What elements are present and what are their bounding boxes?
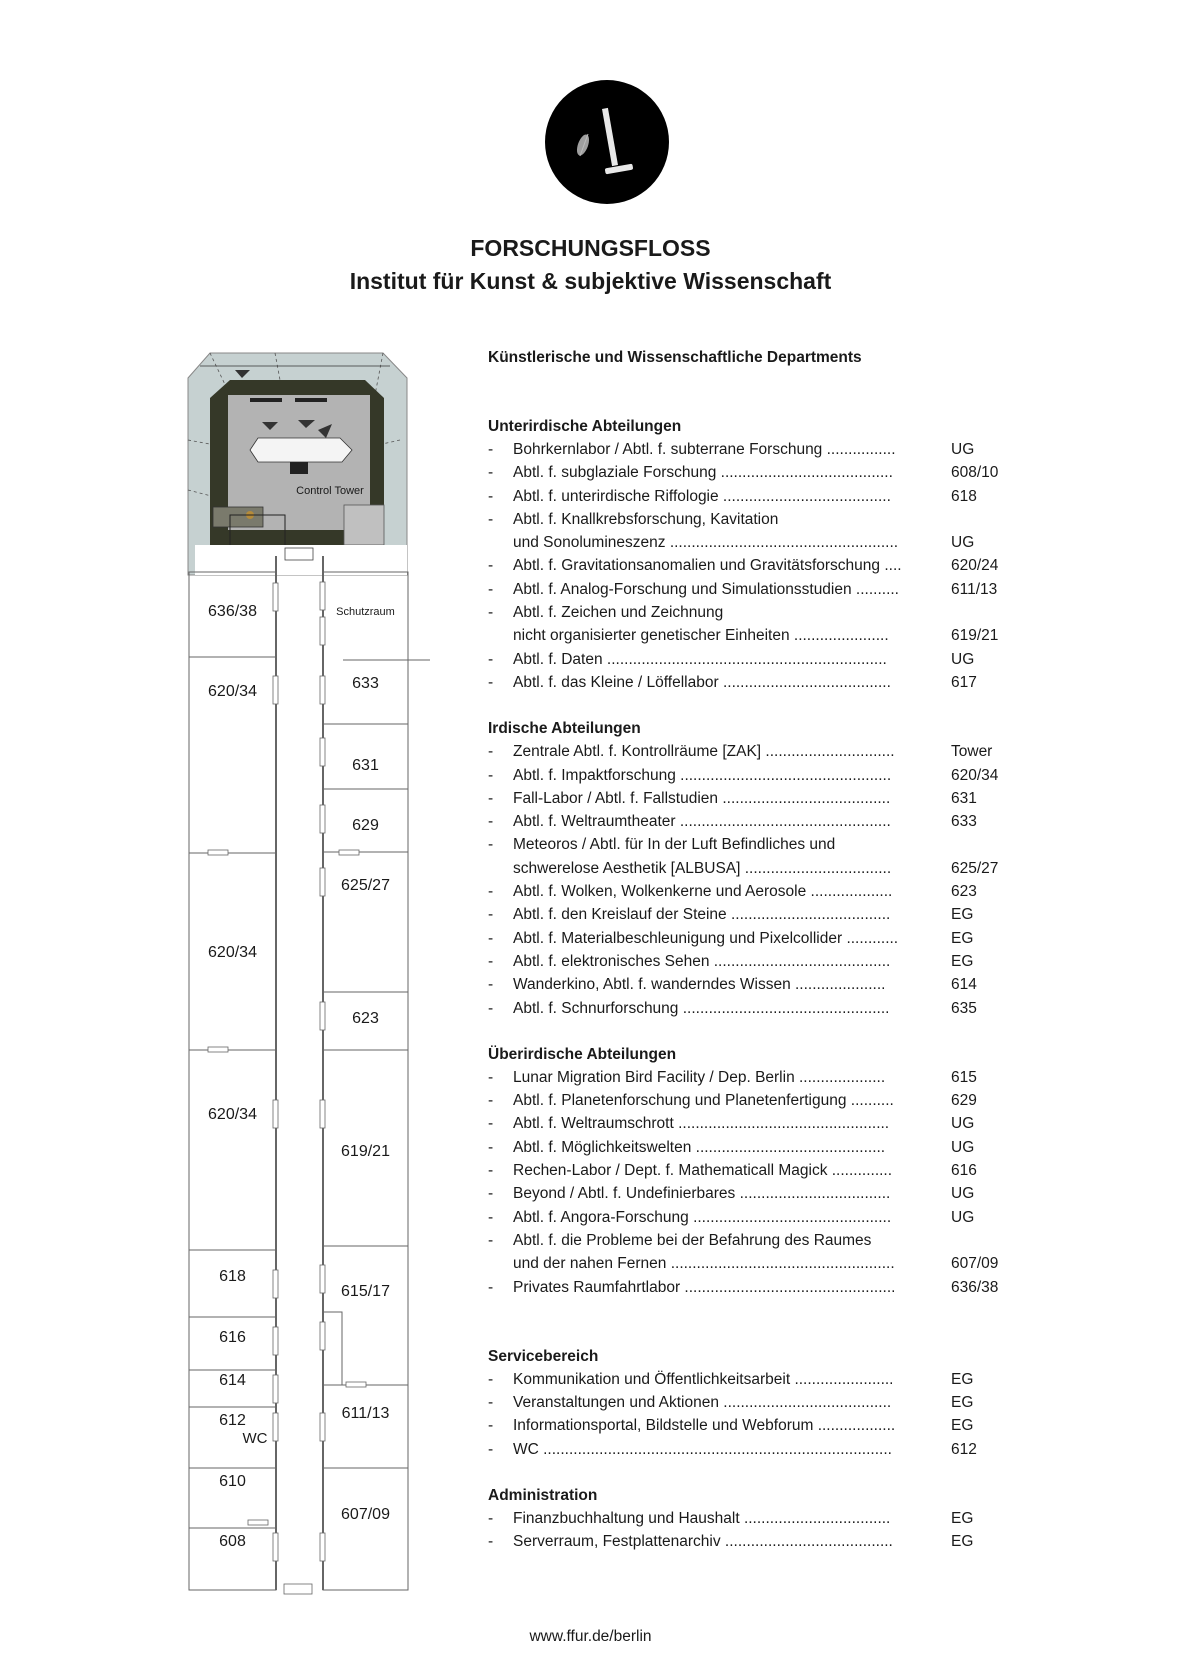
room-label: 631 xyxy=(352,757,379,774)
department-name: WC ................................................................................. xyxy=(513,1440,892,1458)
room-label: 608 xyxy=(219,1533,246,1550)
department-row xyxy=(488,648,1028,671)
bullet-dash xyxy=(488,1252,513,1275)
department-row xyxy=(488,1252,1028,1275)
department-name: Abtl. f. das Kleine / Löffellabor ....................................... xyxy=(513,673,891,691)
department-name: Abtl. f. unterirdische Riffologie ....................................... xyxy=(513,487,891,505)
department-row xyxy=(488,554,1028,577)
department-name: Abtl. f. Materialbeschleunigung und Pixelcollider ............ xyxy=(513,929,899,947)
department-row xyxy=(488,1438,1028,1461)
department-row xyxy=(488,1206,1028,1229)
department-room: 625/27 xyxy=(951,859,999,877)
department-name: Abtl. f. Weltraumschrott ................................................. xyxy=(513,1115,890,1133)
department-name: Bohrkernlabor / Abtl. f. subterrane Forschung ................ xyxy=(513,441,896,458)
department-room: EG xyxy=(951,929,974,947)
department-name: Finanzbuchhaltung und Haushalt .................................. xyxy=(513,1509,891,1527)
page-subtitle: Institut für Kunst & subjektive Wissenschaft xyxy=(349,268,832,294)
bullet-dash: - xyxy=(488,766,494,784)
department-row xyxy=(488,1112,1028,1135)
department-name: Informationsportal, Bildstelle und Webforum .................. xyxy=(513,1417,896,1435)
department-row xyxy=(488,508,1028,531)
room-label: 618 xyxy=(219,1268,246,1285)
bullet-dash xyxy=(488,857,513,880)
room-label: 610 xyxy=(219,1473,246,1490)
department-name: Rechen-Labor / Dept. f. Mathematicall Magick .............. xyxy=(513,1162,893,1180)
bullet-dash: - xyxy=(488,883,494,901)
bullet-dash: - xyxy=(488,1533,494,1551)
department-name: Abtl. f. Impaktforschung ................................................. xyxy=(513,766,892,784)
department-row xyxy=(488,1276,1028,1299)
bullet-dash: - xyxy=(488,1231,494,1249)
room-label: 615/17 xyxy=(341,1283,390,1300)
department-row xyxy=(488,1182,1028,1205)
department-room: 611/13 xyxy=(951,580,998,598)
department-name: Privates Raumfahrtlabor ................................................. xyxy=(513,1278,896,1296)
department-room: 615 xyxy=(951,1068,977,1086)
room-label-schutzraum: Schutzraum xyxy=(336,606,395,618)
bullet-dash: - xyxy=(488,976,494,994)
department-name: Wanderkino, Abtl. f. wanderndes Wissen ..................... xyxy=(513,976,886,994)
department-name: Abtl. f. Schnurforschung ................................................ xyxy=(513,999,890,1017)
department-row xyxy=(488,833,1028,856)
department-name: Fall-Labor / Abtl. f. Fallstudien ....................................... xyxy=(513,789,891,807)
department-name: Abtl. f. Analog-Forschung und Simulationsstudien .......... xyxy=(513,580,899,598)
bullet-dash xyxy=(488,624,513,647)
bullet-dash: - xyxy=(488,464,494,482)
department-room: UG xyxy=(951,1208,975,1226)
bullet-dash: - xyxy=(488,557,494,575)
department-room: EG xyxy=(951,1370,974,1388)
department-row xyxy=(488,927,1028,950)
department-row xyxy=(488,438,1028,461)
bullet-dash: - xyxy=(488,1440,494,1458)
department-room: 616 xyxy=(951,1162,977,1180)
bullet-dash: - xyxy=(488,1278,494,1296)
department-room: 635 xyxy=(951,999,977,1017)
department-row xyxy=(488,787,1028,810)
department-row xyxy=(488,903,1028,926)
room-label: 619/21 xyxy=(341,1143,390,1160)
department-room: 620/34 xyxy=(951,766,999,784)
department-name: Abtl. f. Gravitationsanomalien und Gravitätsforschung .... xyxy=(513,557,902,575)
room-label: 633 xyxy=(352,675,379,692)
logo-feather-hammer-icon xyxy=(545,80,669,204)
bullet-dash: - xyxy=(488,1185,494,1203)
department-name: Abtl. f. Daten ................................................................. xyxy=(513,650,887,668)
department-row xyxy=(488,1066,1028,1089)
department-room: EG xyxy=(951,952,974,970)
page-title: FORSCHUNGSFLOSS xyxy=(470,235,711,261)
department-row xyxy=(488,1530,1028,1553)
department-name: Serverraum, Festplattenarchiv ....................................... xyxy=(513,1533,893,1551)
room-label: 620/34 xyxy=(208,683,257,700)
department-room: UG xyxy=(951,1185,975,1203)
room-label-control-tower: Control Tower xyxy=(296,485,364,497)
bullet-dash: - xyxy=(488,580,494,598)
section-spacer xyxy=(488,1020,1028,1043)
department-room: 620/24 xyxy=(951,557,999,575)
department-room: 619/21 xyxy=(951,627,999,645)
department-room: 631 xyxy=(951,789,977,807)
room-label: 620/34 xyxy=(208,944,257,961)
department-row xyxy=(488,1229,1028,1252)
department-name: Abtl. f. elektronisches Sehen ......................................... xyxy=(513,952,891,970)
department-name: Abtl. f. Weltraumtheater ................................................. xyxy=(513,813,891,831)
bullet-dash: - xyxy=(488,789,494,807)
bullet-dash: - xyxy=(488,743,494,761)
section-heading: Administration xyxy=(488,1486,598,1504)
room-label: 636/38 xyxy=(208,603,257,620)
department-room: EG xyxy=(951,906,974,924)
bullet-dash: - xyxy=(488,952,494,970)
directory-heading: Künstlerische und Wissenschaftliche Departments xyxy=(488,349,862,366)
bullet-dash: - xyxy=(488,604,494,622)
bullet-dash xyxy=(488,531,513,554)
room-label: 629 xyxy=(352,817,379,834)
bullet-dash: - xyxy=(488,673,494,691)
bullet-dash: - xyxy=(488,487,494,505)
department-name: Abtl. f. den Kreislauf der Steine ..................................... xyxy=(513,906,891,924)
department-room: EG xyxy=(951,1417,974,1435)
department-room: UG xyxy=(951,650,975,668)
department-name: Abtl. f. Möglichkeitswelten ............................................ xyxy=(513,1138,886,1156)
bullet-dash: - xyxy=(488,813,494,831)
bullet-dash: - xyxy=(488,1115,494,1133)
department-row xyxy=(488,1507,1028,1530)
department-room: Tower xyxy=(951,743,993,761)
bullet-dash: - xyxy=(488,650,494,668)
bullet-dash: - xyxy=(488,1208,494,1226)
department-row xyxy=(488,997,1028,1020)
department-row xyxy=(488,1414,1028,1437)
bullet-dash: - xyxy=(488,1394,494,1412)
department-name: Abtl. f. Planetenforschung und Planetenfertigung .......... xyxy=(513,1092,894,1110)
department-row xyxy=(488,1368,1028,1391)
bullet-dash: - xyxy=(488,999,494,1017)
department-room: 629 xyxy=(951,1092,977,1110)
department-room: 623 xyxy=(951,883,977,901)
department-name: Kommunikation und Öffentlichkeitsarbeit ....................... xyxy=(513,1370,894,1388)
bullet-dash: - xyxy=(488,1509,494,1527)
department-name: Beyond / Abtl. f. Undefinierbares ................................... xyxy=(513,1185,891,1203)
bullet-dash: - xyxy=(488,510,494,528)
bullet-dash: - xyxy=(488,1138,494,1156)
room-label: 612 xyxy=(219,1412,246,1429)
bullet-dash: - xyxy=(488,929,494,947)
department-row xyxy=(488,601,1028,624)
department-name: nicht organisierter genetischer Einheiten ...................... xyxy=(513,627,889,645)
department-name: Abtl. f. Angora-Forschung .............................................. xyxy=(513,1208,892,1226)
department-row xyxy=(488,857,1028,880)
section-heading: Überirdische Abteilungen xyxy=(488,1045,677,1063)
section-spacer xyxy=(488,694,1028,717)
room-label: 614 xyxy=(219,1372,246,1389)
department-row xyxy=(488,1391,1028,1414)
department-room: 618 xyxy=(951,487,977,505)
department-room: EG xyxy=(951,1509,974,1527)
department-room: EG xyxy=(951,1533,974,1551)
department-name: Zentrale Abtl. f. Kontrollräume [ZAK] .............................. xyxy=(513,743,895,761)
department-row xyxy=(488,810,1028,833)
department-room: 607/09 xyxy=(951,1255,999,1273)
department-room: UG xyxy=(951,534,975,552)
department-room: 608/10 xyxy=(951,464,999,482)
bullet-dash: - xyxy=(488,1092,494,1110)
department-room: EG xyxy=(951,1394,974,1412)
department-name: und der nahen Fernen .................................................... xyxy=(513,1255,895,1273)
department-room: 612 xyxy=(951,1440,977,1458)
footer-url: www.ffur.de/berlin xyxy=(529,1628,652,1645)
bullet-dash: - xyxy=(488,1417,494,1435)
department-room: UG xyxy=(951,441,975,458)
department-room: 617 xyxy=(951,673,977,691)
department-name: Meteoros / Abtl. für In der Luft Befindliches und xyxy=(513,836,836,854)
department-name: Abtl. f. Knallkrebsforschung, Kavitation xyxy=(513,510,779,528)
bullet-dash: - xyxy=(488,1068,494,1086)
department-row xyxy=(488,764,1028,787)
room-label: 620/34 xyxy=(208,1106,257,1123)
department-name: Veranstaltungen und Aktionen ....................................... xyxy=(513,1394,892,1412)
bullet-dash: - xyxy=(488,906,494,924)
department-name: Abtl. f. die Probleme bei der Befahrung des Raumes xyxy=(513,1231,872,1249)
department-row xyxy=(488,950,1028,973)
department-row xyxy=(488,578,1028,601)
department-row xyxy=(488,671,1028,694)
section-spacer xyxy=(488,1461,1028,1484)
department-row xyxy=(488,461,1028,484)
department-row xyxy=(488,531,1028,554)
section-heading: Unterirdische Abteilungen xyxy=(488,418,682,435)
bullet-dash: - xyxy=(488,836,494,854)
department-name: Abtl. f. Zeichen und Zeichnung xyxy=(513,604,724,622)
department-row xyxy=(488,1089,1028,1112)
room-label: 611/13 xyxy=(341,1405,390,1422)
department-row xyxy=(488,880,1028,903)
department-room: UG xyxy=(951,1138,975,1156)
department-room: 614 xyxy=(951,976,977,994)
bullet-dash: - xyxy=(488,441,494,458)
department-name: und Sonolumineszenz ..................................................... xyxy=(513,534,899,552)
section-spacer xyxy=(488,1299,1028,1345)
department-row xyxy=(488,1136,1028,1159)
department-name: Lunar Migration Bird Facility / Dep. Berlin .................... xyxy=(513,1068,886,1086)
room-label: 616 xyxy=(219,1329,246,1346)
room-label: 607/09 xyxy=(341,1506,390,1523)
department-name: Abtl. f. subglaziale Forschung ........................................ xyxy=(513,464,893,482)
section-heading: Irdische Abteilungen xyxy=(488,720,641,738)
room-label: 625/27 xyxy=(341,877,390,894)
room-label: 623 xyxy=(352,1010,379,1027)
department-row xyxy=(488,740,1028,763)
section-heading: Servicebereich xyxy=(488,1347,599,1365)
room-label-wc: WC xyxy=(242,1430,268,1447)
department-directory xyxy=(488,346,1028,1554)
bullet-dash: - xyxy=(488,1370,494,1388)
department-room: 636/38 xyxy=(951,1278,999,1296)
department-name: schwerelose Aesthetik [ALBUSA] .................................. xyxy=(513,859,892,877)
department-row xyxy=(488,485,1028,508)
department-row xyxy=(488,1159,1028,1182)
department-room: UG xyxy=(951,1115,975,1133)
department-room: 633 xyxy=(951,813,977,831)
department-row xyxy=(488,973,1028,996)
department-name: Abtl. f. Wolken, Wolkenkerne und Aerosole ................... xyxy=(513,883,893,901)
department-row xyxy=(488,624,1028,647)
bullet-dash: - xyxy=(488,1162,494,1180)
